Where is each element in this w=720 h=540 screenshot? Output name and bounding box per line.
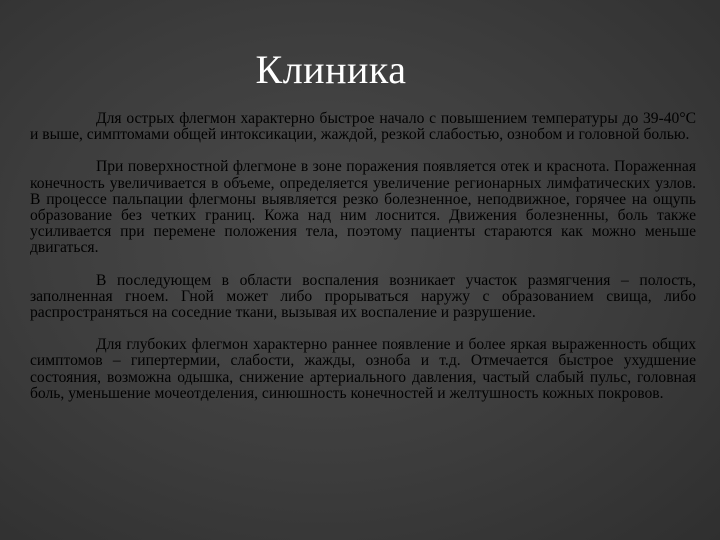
paragraph-superficial-phlegmon: При поверхностной флегмоне в зоне поражения появляется отек и краснота. Пораженная конечность увеличивается в объеме, определяется увеличение регионарных лимфатических узлов. В процессе пальпации флегмоны выявляется резко болезненное, неподвижное, горячее на ощупь образование без четких границ. Кожа над ним лоснится. Движения болезненны, боль также усиливается при перемене положения тела, поэтому пациенты стараются как можно меньше двигаться. — [30, 158, 696, 257]
paragraph-softening-stage: В последующем в области воспаления возникает участок размягчения – полость, заполненная гноем. Гной может либо прорываться наружу с образованием свища, либо распространяться на соседние ткани, вызывая их воспаление и разрушение. — [30, 271, 696, 322]
paragraph-deep-phlegmon: Для глубоких флегмон характерно раннее появление и более яркая выраженность общих симптомов – гипертермии, слабости, жажды, озноба и т.д. Отмечается быстрое ухудшение состояния, возможна одышка, снижение артериального давления, частый слабый пульс, головная боль, уменьшение мочеотделения, синюшность конечностей и желтушность кожных покровов. — [30, 336, 696, 402]
slide-body — [30, 111, 696, 402]
paragraph-acute-onset: Для острых флегмон характерно быстрое начало с повышением температуры до 39-40°С и выше, симптомами общей интоксикации, жаждой, резкой слабостью, ознобом и головной болью. — [30, 110, 696, 144]
slide-title: Клиника — [255, 47, 407, 92]
